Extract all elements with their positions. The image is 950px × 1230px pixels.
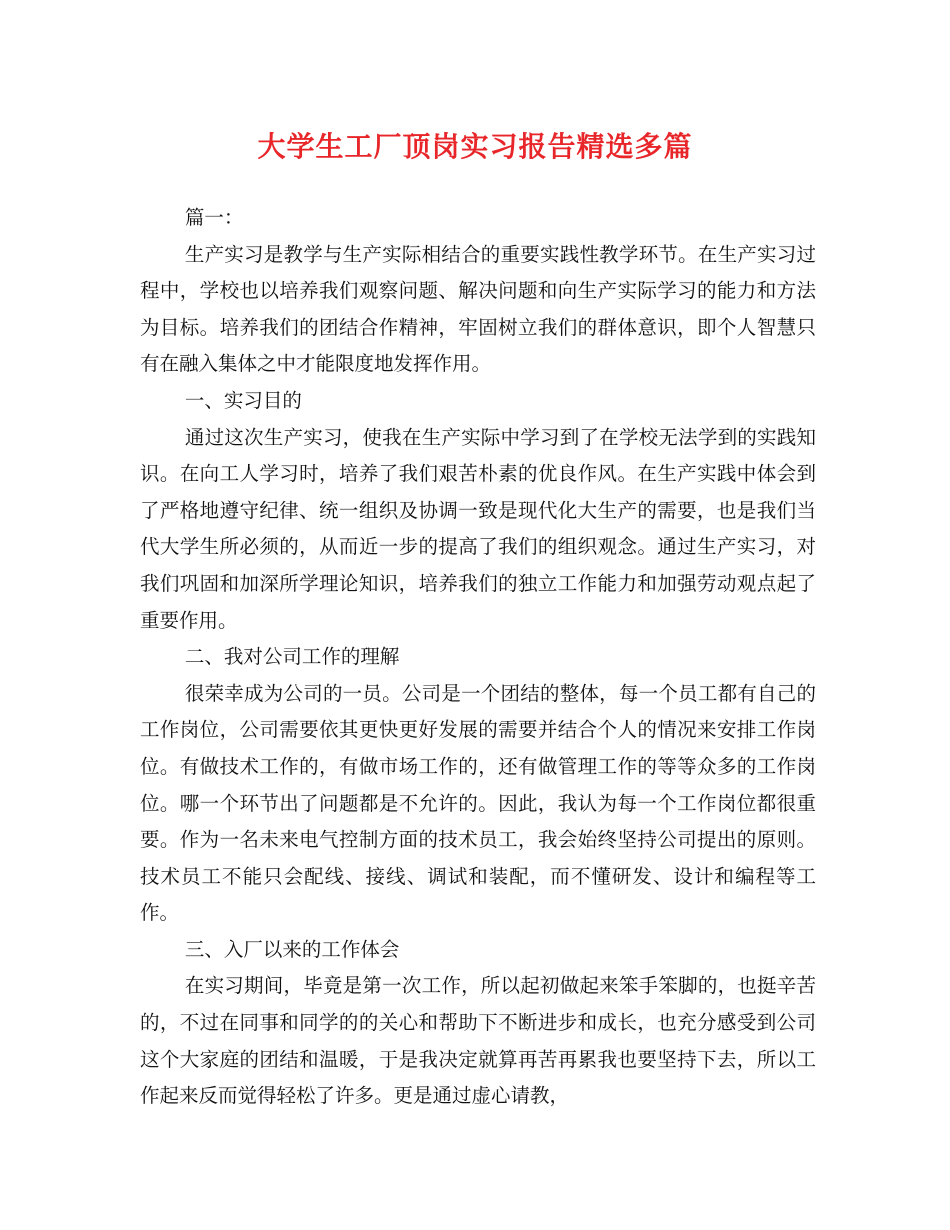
document-body (140, 200, 816, 1115)
heading-internship-purpose: 一、实习目的 (184, 388, 302, 412)
heading-work-experience: 三、入厂以来的工作体会 (184, 937, 400, 961)
intro-paragraph: 生产实习是教学与生产实际相结合的重要实践性教学环节。在生产实习过程中，学校也以培养我们观察问题、解决问题和向生产实际学习的能力和方法为目标。培养我们的团结合作精神，牢固树立我们的群体意识，即个人智慧只有在融入集体之中才能限度地发挥作用。 (140, 242, 816, 376)
heading-company-understanding: 二、我对公司工作的理解 (184, 645, 400, 669)
purpose-paragraph: 通过这次生产实习，使我在生产实际中学习到了在学校无法学到的实践知识。在向工人学习时，培养了我们艰苦朴素的优良作风。在生产实践中体会到了严格地遵守纪律、统一组织及协调一致是现代化大生产的需要，也是我们当代大学生所必须的，从而近一步的提高了我们的组织观念。通过生产实习，对我们巩固和加深所学理论知识，培养我们的独立工作能力和加强劳动观点起了重要作用。 (140, 425, 816, 632)
document-title: 大学生工厂顶岗实习报告精选多篇 (257, 130, 693, 163)
company-understanding-paragraph: 很荣幸成为公司的一员。公司是一个团结的整体，每一个员工都有自己的工作岗位，公司需要依其更快更好发展的需要并结合个人的情况来安排工作岗位。有做技术工作的，有做市场工作的，还有做管理工作的等等众多的工作岗位。哪一个环节出了问题都是不允许的。因此，我认为每一个工作岗位都很重要。作为一名未来电气控制方面的技术员工，我会始终坚持公司提出的原则。技术员工不能只会配线、接线、调试和装配，而不懂研发、设计和编程等工作。 (140, 681, 816, 925)
work-experience-paragraph: 在实习期间，毕竟是第一次工作，所以起初做起来笨手笨脚的，也挺辛苦的，不过在同事和同学的的关心和帮助下不断进步和成长，也充分感受到公司这个大家庭的团结和温暖，于是我决定就算再苦再累我也要坚持下去，所以工作起来反而觉得轻松了许多。更是通过虚心请教， (140, 974, 816, 1108)
section-label-part-one: 篇一： (184, 206, 244, 229)
